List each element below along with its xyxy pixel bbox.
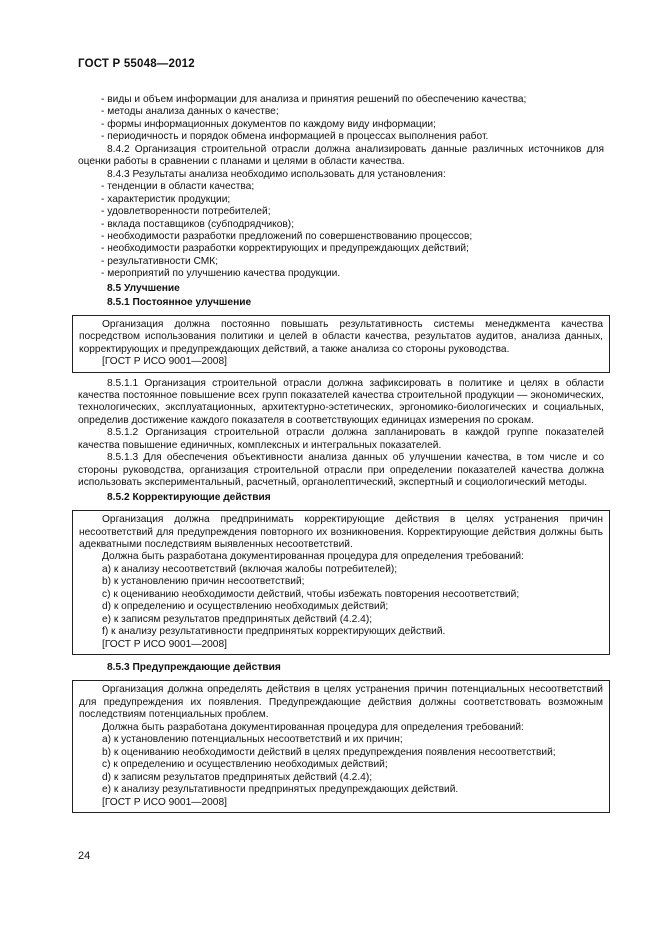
quote-list-item: e) к записям результатов предпринятых действий (4.2.4);	[102, 613, 373, 625]
quote-box-preventive-action	[72, 680, 610, 813]
list-item: - необходимости разработки корректирующих и предупреждающих действий;	[101, 243, 469, 255]
quote-list-item: d) к записям результатов предпринятых действий (4.2.4);	[102, 771, 373, 783]
quote-list-item: а) к анализу несоответствий (включая жалобы потребителей);	[102, 563, 398, 575]
quote-list-item: f) к анализу результативности предпринятых корректирующих действий.	[102, 626, 446, 638]
page-header: ГОСТ Р 55048—2012	[78, 58, 195, 70]
quote-list-item: c) к оцениванию необходимости действий, чтобы избежать повторения несоответствий;	[102, 588, 520, 600]
list-item: - методы анализа данных о качестве;	[101, 106, 279, 118]
quote-list-item: b) к установлению причин несоответствий;	[102, 576, 305, 588]
quote-box-continual-improvement	[72, 315, 610, 373]
quote-reference: [ГОСТ Р ИСО 9001—2008]	[102, 638, 227, 650]
list-item: - результативности СМК;	[101, 255, 219, 267]
section-heading-8-5: 8.5 Улучшение	[107, 282, 180, 294]
quote-text: Организация должна определять действия в целях устранения причин потенциальных несоответствий для предупреждения их появления. Предупреждающие действия должны соответствовать возможным последствиям потенциальных проблем.	[79, 684, 603, 721]
list-item: - вклада поставщиков (субподрядчиков);	[101, 218, 295, 230]
paragraph-8-5-1-1: 8.5.1.1 Организация строительной отрасли должна зафиксировать в политике и целях в области качества постоянное повышение всех групп показателей качества строительной продукции — экономических, технологических, эксплуатационных, архитектурно-эстетических, эргономико-биологических и социальных, определив достижение каждого показателя в соответствующих единицах измерения по срокам.	[78, 377, 604, 426]
list-item: - виды и объем информации для анализа и принятия решений по обеспечению качества;	[101, 94, 527, 105]
list-item: - удовлетворенности потребителей;	[101, 206, 271, 218]
list-item: - формы информационных документов по каждому виду информации;	[101, 118, 436, 130]
paragraph-8-5-1-2: 8.5.1.2 Организация строительной отрасли должна запланировать в каждой группе показателей качества повышение единичных, комплексных и интегральных показателей.	[78, 427, 604, 451]
list-item: - мероприятий по улучшению качества продукции.	[101, 268, 341, 280]
quote-intro: Должна быть разработана документированная процедура для определения требований:	[102, 551, 524, 563]
paragraph-8-4-3: 8.4.3 Результаты анализа необходимо использовать для установления:	[107, 168, 446, 180]
quote-list-item: а) к установлению потенциальных несоответствий и их причин;	[102, 734, 403, 746]
quote-reference: [ГОСТ Р ИСО 9001—2008]	[102, 796, 227, 808]
list-item: - характеристик продукции;	[101, 193, 231, 205]
quote-list-item: e) к анализу результативности предпринятых предупреждающих действий.	[102, 784, 459, 796]
quote-list-item: b) к оцениванию необходимости действий в целях предупреждения появления несоответствий;	[102, 746, 556, 758]
quote-intro: Должна быть разработана документированная процедура для определения требований:	[102, 721, 524, 733]
quote-list-item: c) к определению и осуществлению необходимых действий;	[102, 759, 388, 771]
section-heading-8-5-2: 8.5.2 Корректирующие действия	[107, 491, 271, 503]
quote-reference: [ГОСТ Р ИСО 9001—2008]	[102, 356, 227, 368]
quote-box-corrective-action	[72, 510, 610, 655]
list-item: - тенденции в области качества;	[101, 181, 255, 193]
section-heading-8-5-1: 8.5.1 Постоянное улучшение	[107, 297, 252, 309]
page-number: 24	[78, 850, 91, 862]
list-item: - периодичность и порядок обмена информацией в процессах выполнения работ.	[101, 131, 489, 143]
paragraph-8-4-2: 8.4.2 Организация строительной отрасли должна анализировать данные различных источников для оценки работы в сравнении с планами и целями в области качества.	[78, 143, 604, 168]
quote-text: Организация должна постоянно повышать результативность системы менеджмента качества посредством использования политики и целей в области качества, результатов аудитов, анализа данных, корректирующих и предупреждающих действий, а также анализа со стороны руководства.	[79, 318, 603, 355]
section-heading-8-5-3: 8.5.3 Предупреждающие действия	[107, 662, 281, 674]
quote-text: Организация должна предпринимать корректирующие действия в целях устранения причин несоответствий для предупреждения повторного их возникновения. Корректирующие действия должны быть адекватными последствиям выявленных несоответствий.	[79, 514, 603, 550]
list-item: - необходимости разработки предложений по совершенствованию процессов;	[101, 230, 473, 242]
page-content	[78, 94, 604, 813]
quote-list-item: d) к определению и осуществлению необходимых действий;	[102, 601, 389, 613]
paragraph-8-5-1-3: 8.5.1.3 Для обеспечения объективности анализа данных об улучшении качества, в том числе и со стороны руководства, организация строительной отрасли при определении показателей качества должна использовать экспериментальный, расчетный, органолептический, экспертный и социологический методы.	[78, 452, 604, 489]
